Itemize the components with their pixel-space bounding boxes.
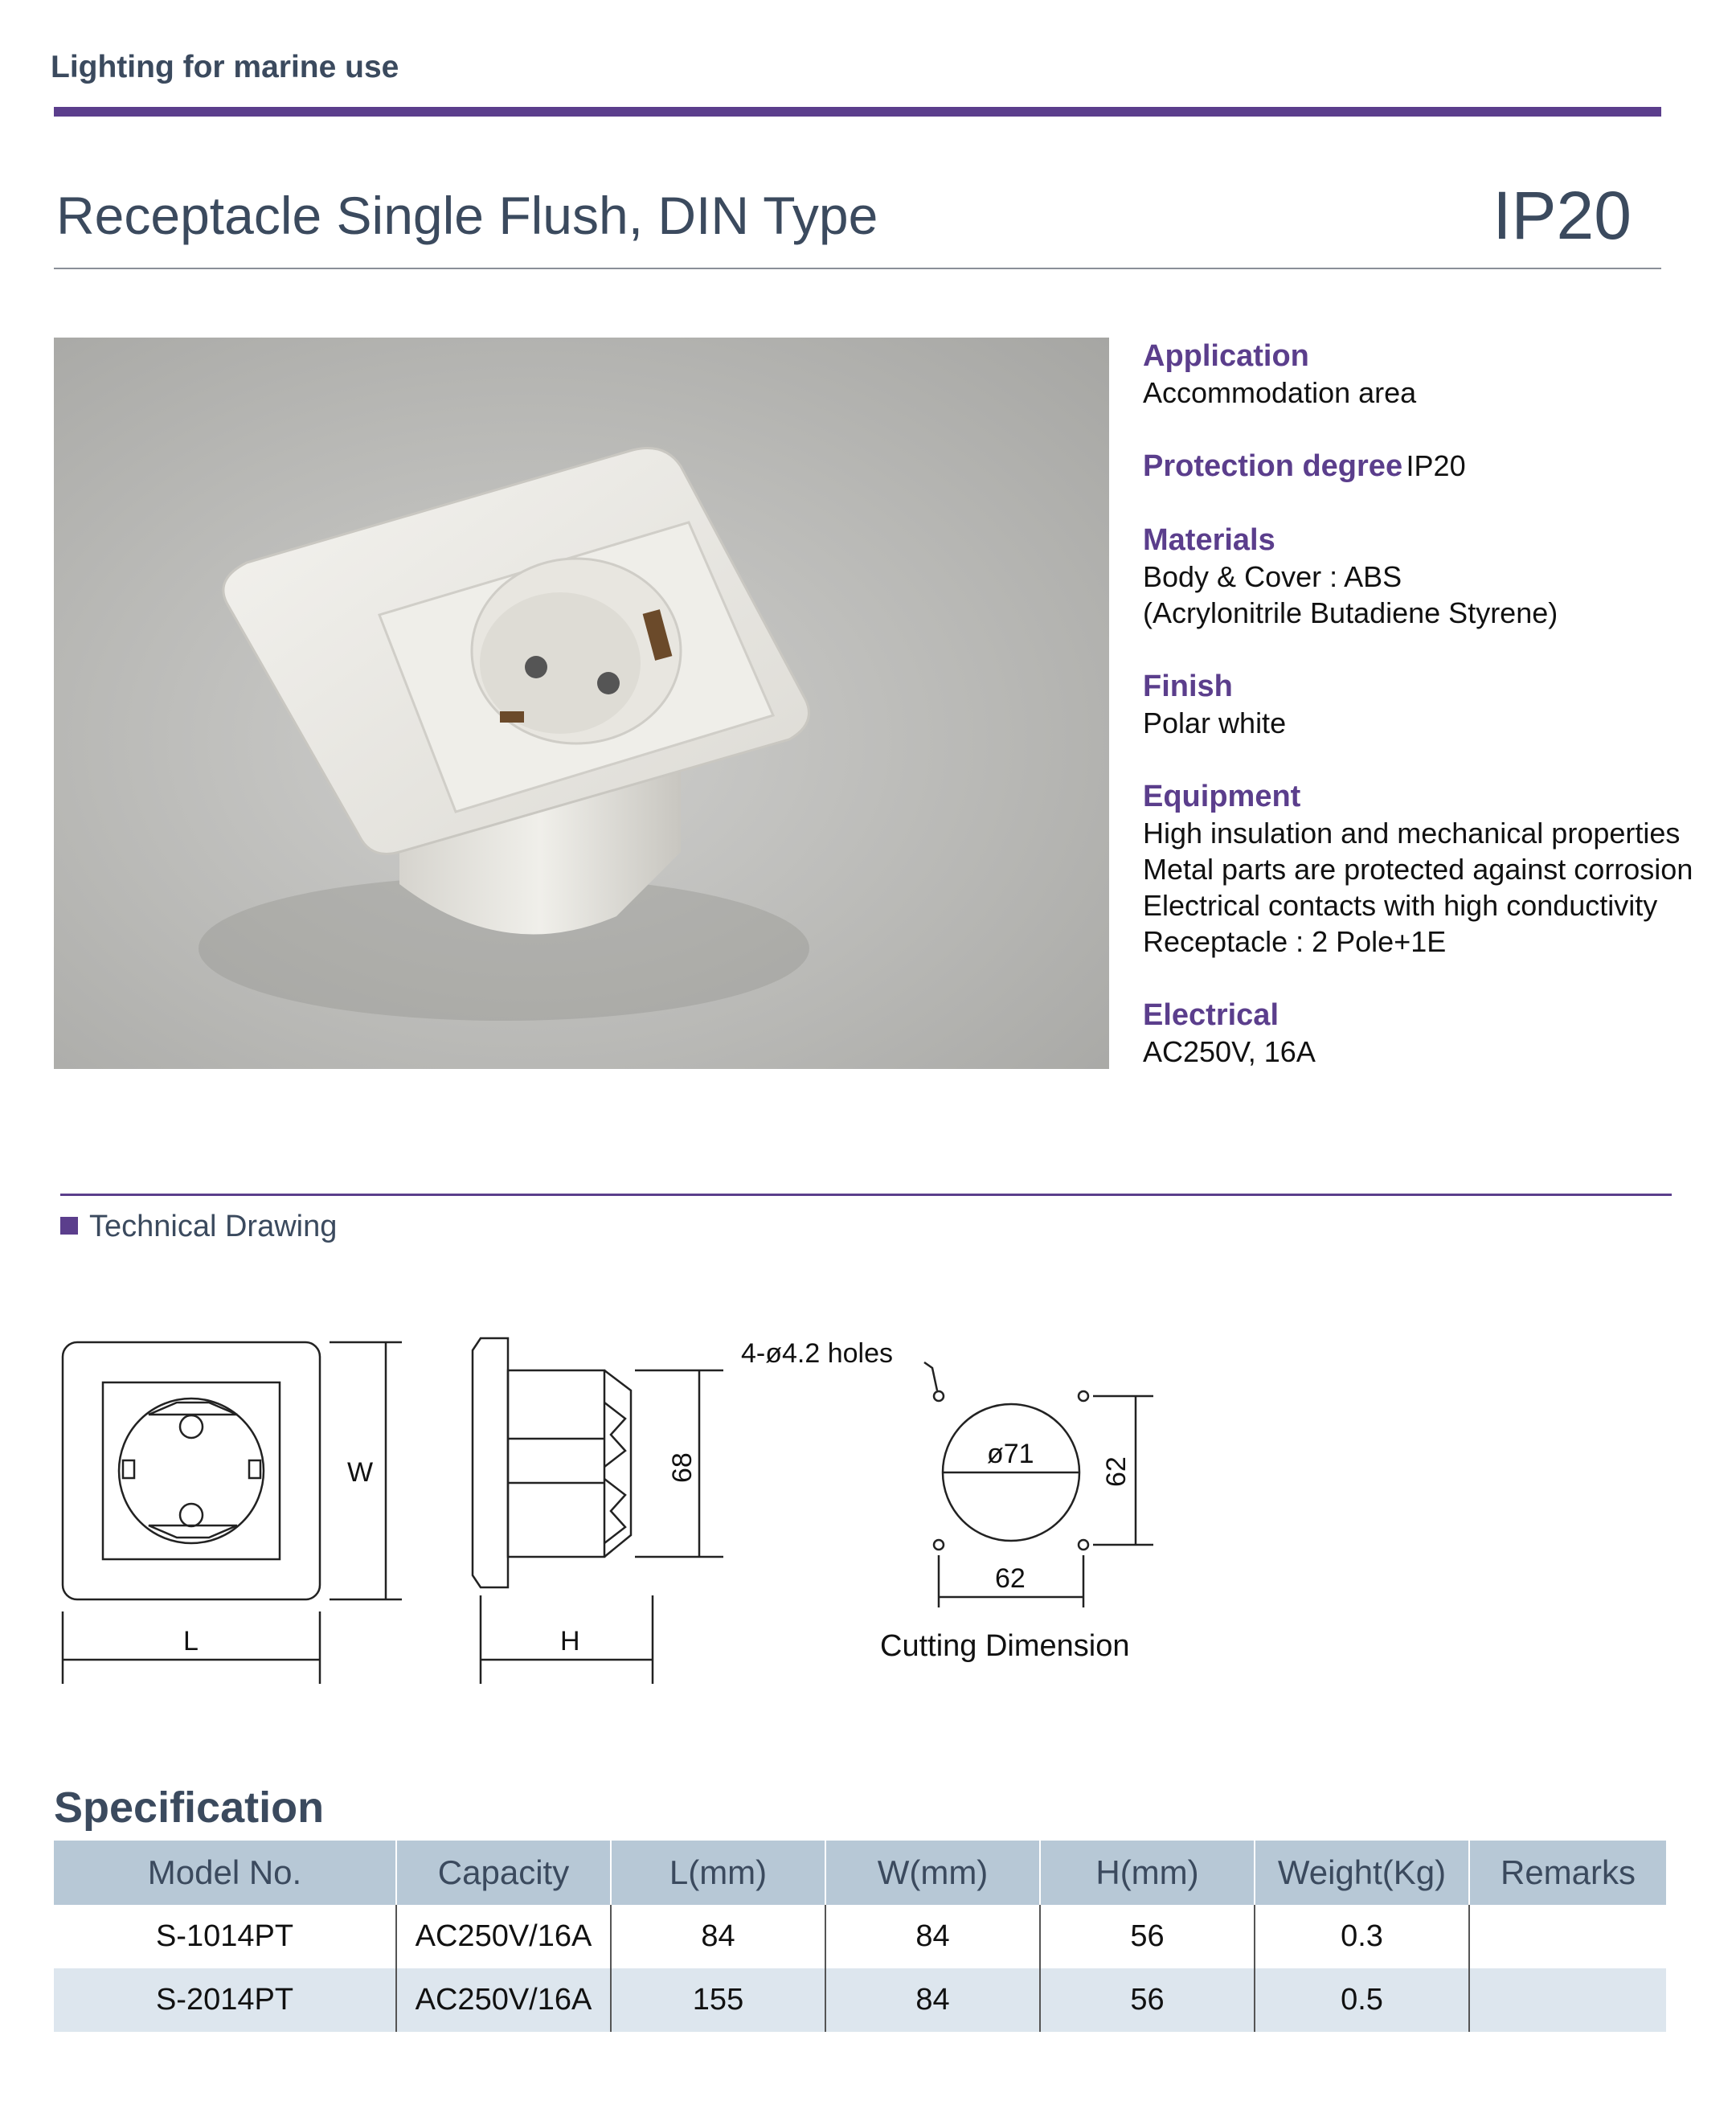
table-cell: AC250V/16A [396, 1968, 611, 2032]
front-view-plate [63, 1342, 320, 1599]
spec-value: Accommodation area [1143, 376, 1417, 409]
spec-label: Materials [1143, 523, 1275, 557]
technical-drawing [48, 1318, 1173, 1696]
spec-value: Polar white [1143, 706, 1287, 739]
column-header: Remarks [1469, 1841, 1666, 1905]
table-cell: 56 [1040, 1905, 1255, 1968]
spec-equipment [1143, 778, 1722, 960]
table-cell: 0.5 [1255, 1968, 1469, 2032]
spec-label: Equipment [1143, 780, 1301, 813]
specification-table [54, 1841, 1666, 2032]
title-rule [54, 268, 1661, 269]
table-cell: AC250V/16A [396, 1905, 611, 1968]
spec-label: Finish [1143, 670, 1233, 703]
top-rule [54, 107, 1661, 117]
dim-h-label: H [560, 1626, 580, 1656]
technical-drawing-text: Technical Drawing [89, 1210, 338, 1243]
table-cell: 155 [611, 1968, 825, 2032]
front-view-inner [103, 1382, 280, 1559]
spec-value: High insulation and mechanical properties Metal parts are protected against corrosion Electrical contacts with high conductivity Receptacle : 2 Pole+1E [1143, 817, 1693, 958]
spec-value: Body & Cover : ABS (Acrylonitrile Butadiene Styrene) [1143, 560, 1558, 629]
spec-electrical [1143, 997, 1722, 1070]
table-cell [1469, 1905, 1666, 1968]
column-header: W(mm) [825, 1841, 1040, 1905]
spec-materials [1143, 522, 1722, 631]
spec-value: IP20 [1406, 449, 1466, 482]
dim-w-label: W [347, 1457, 374, 1488]
column-header: Capacity [396, 1841, 611, 1905]
ip-rating-title: IP20 [1492, 178, 1632, 253]
column-header: L(mm) [611, 1841, 825, 1905]
table-cell: 84 [611, 1905, 825, 1968]
section-label: Lighting for marine use [51, 50, 399, 84]
spec-value: AC250V, 16A [1143, 1035, 1316, 1068]
cut-height-label: 62 [1101, 1456, 1132, 1487]
cutting-dimension-caption: Cutting Dimension [880, 1629, 1130, 1663]
dim-68-label: 68 [667, 1452, 698, 1483]
table-row [54, 1905, 1666, 1968]
table-cell: 84 [825, 1905, 1040, 1968]
table-header-row [54, 1841, 1666, 1905]
diameter-label: ø71 [987, 1439, 1034, 1469]
product-photo [54, 338, 1109, 1069]
spec-finish [1143, 668, 1722, 741]
technical-drawing-rule [60, 1194, 1672, 1196]
table-cell: S-2014PT [54, 1968, 396, 2032]
table-cell: 0.3 [1255, 1905, 1469, 1968]
spec-application [1143, 338, 1722, 411]
square-bullet-icon [60, 1217, 78, 1235]
cut-width-label: 62 [995, 1563, 1026, 1594]
dim-l-label: L [183, 1626, 199, 1656]
column-header: Weight(Kg) [1255, 1841, 1469, 1905]
specification-title: Specification [54, 1783, 325, 1832]
page-title: Receptacle Single Flush, DIN Type [56, 186, 878, 245]
spec-protection [1143, 448, 1722, 485]
table-cell: S-1014PT [54, 1905, 396, 1968]
table-cell [1469, 1968, 1666, 2032]
table-cell: 56 [1040, 1968, 1255, 2032]
table-cell: 84 [825, 1968, 1040, 2032]
spec-label: Electrical [1143, 998, 1279, 1032]
spec-label: Application [1143, 339, 1309, 373]
technical-drawing-label [60, 1210, 337, 1244]
holes-label: 4-ø4.2 holes [741, 1338, 893, 1369]
spec-label: Protection degree [1143, 449, 1403, 483]
spec-list [1143, 338, 1722, 1107]
table-row [54, 1968, 1666, 2032]
column-header: Model No. [54, 1841, 396, 1905]
column-header: H(mm) [1040, 1841, 1255, 1905]
